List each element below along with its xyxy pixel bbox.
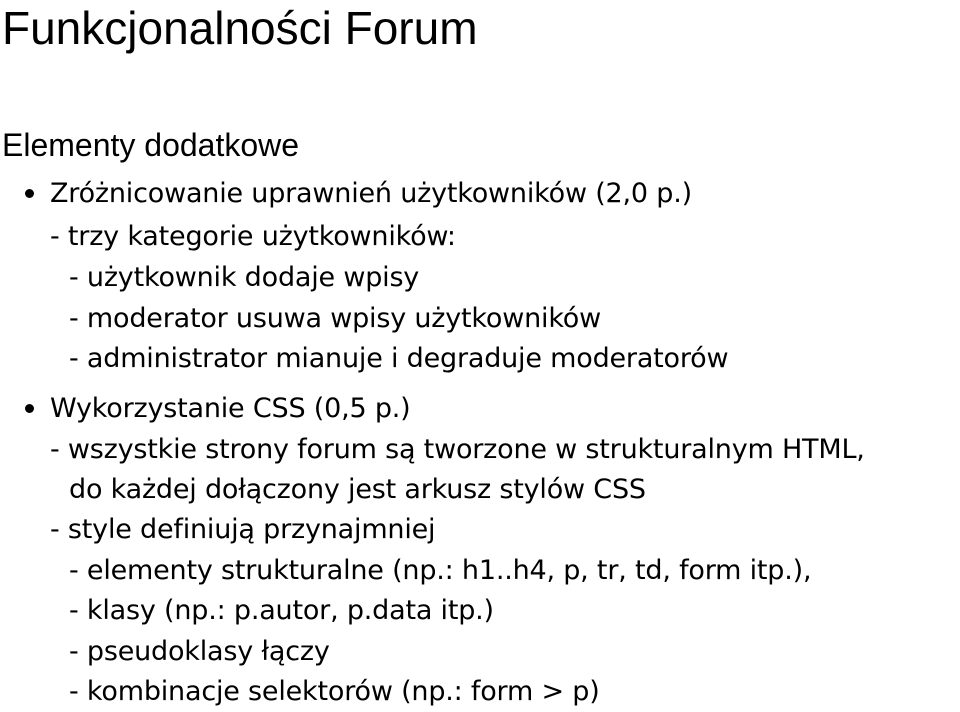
bullet-dot-icon bbox=[25, 189, 34, 198]
list-item: - moderator usuwa wpisy użytkowników bbox=[69, 303, 601, 334]
list-item: - elementy strukturalne (np.: h1..h4, p, tr, td, form itp.), bbox=[69, 555, 812, 586]
list-item: - wszystkie strony forum są tworzone w strukturalnym HTML, bbox=[50, 434, 865, 465]
bullet-permissions: Zróżnicowanie uprawnień użytkowników (2,0 p.) bbox=[50, 178, 692, 209]
list-item: - kombinacje selektorów (np.: form > p) bbox=[69, 676, 600, 707]
list-item: do każdej dołączony jest arkusz stylów CSS bbox=[69, 474, 646, 505]
slide-title: Funkcjonalności Forum bbox=[2, 2, 478, 54]
list-item: - użytkownik dodaje wpisy bbox=[69, 262, 420, 293]
list-item: - administrator mianuje i degraduje moderatorów bbox=[69, 343, 729, 374]
list-item: - pseudoklasy łączy bbox=[69, 636, 330, 667]
bullet-css: Wykorzystanie CSS (0,5 p.) bbox=[50, 393, 411, 424]
slide-subtitle: Elementy dodatkowe bbox=[2, 127, 300, 163]
list-item: - style definiują przynajmniej bbox=[50, 514, 436, 545]
list-item: - klasy (np.: p.autor, p.data itp.) bbox=[69, 595, 494, 626]
list-item: - trzy kategorie użytkowników: bbox=[50, 221, 456, 252]
bullet-dot-icon bbox=[25, 404, 34, 413]
